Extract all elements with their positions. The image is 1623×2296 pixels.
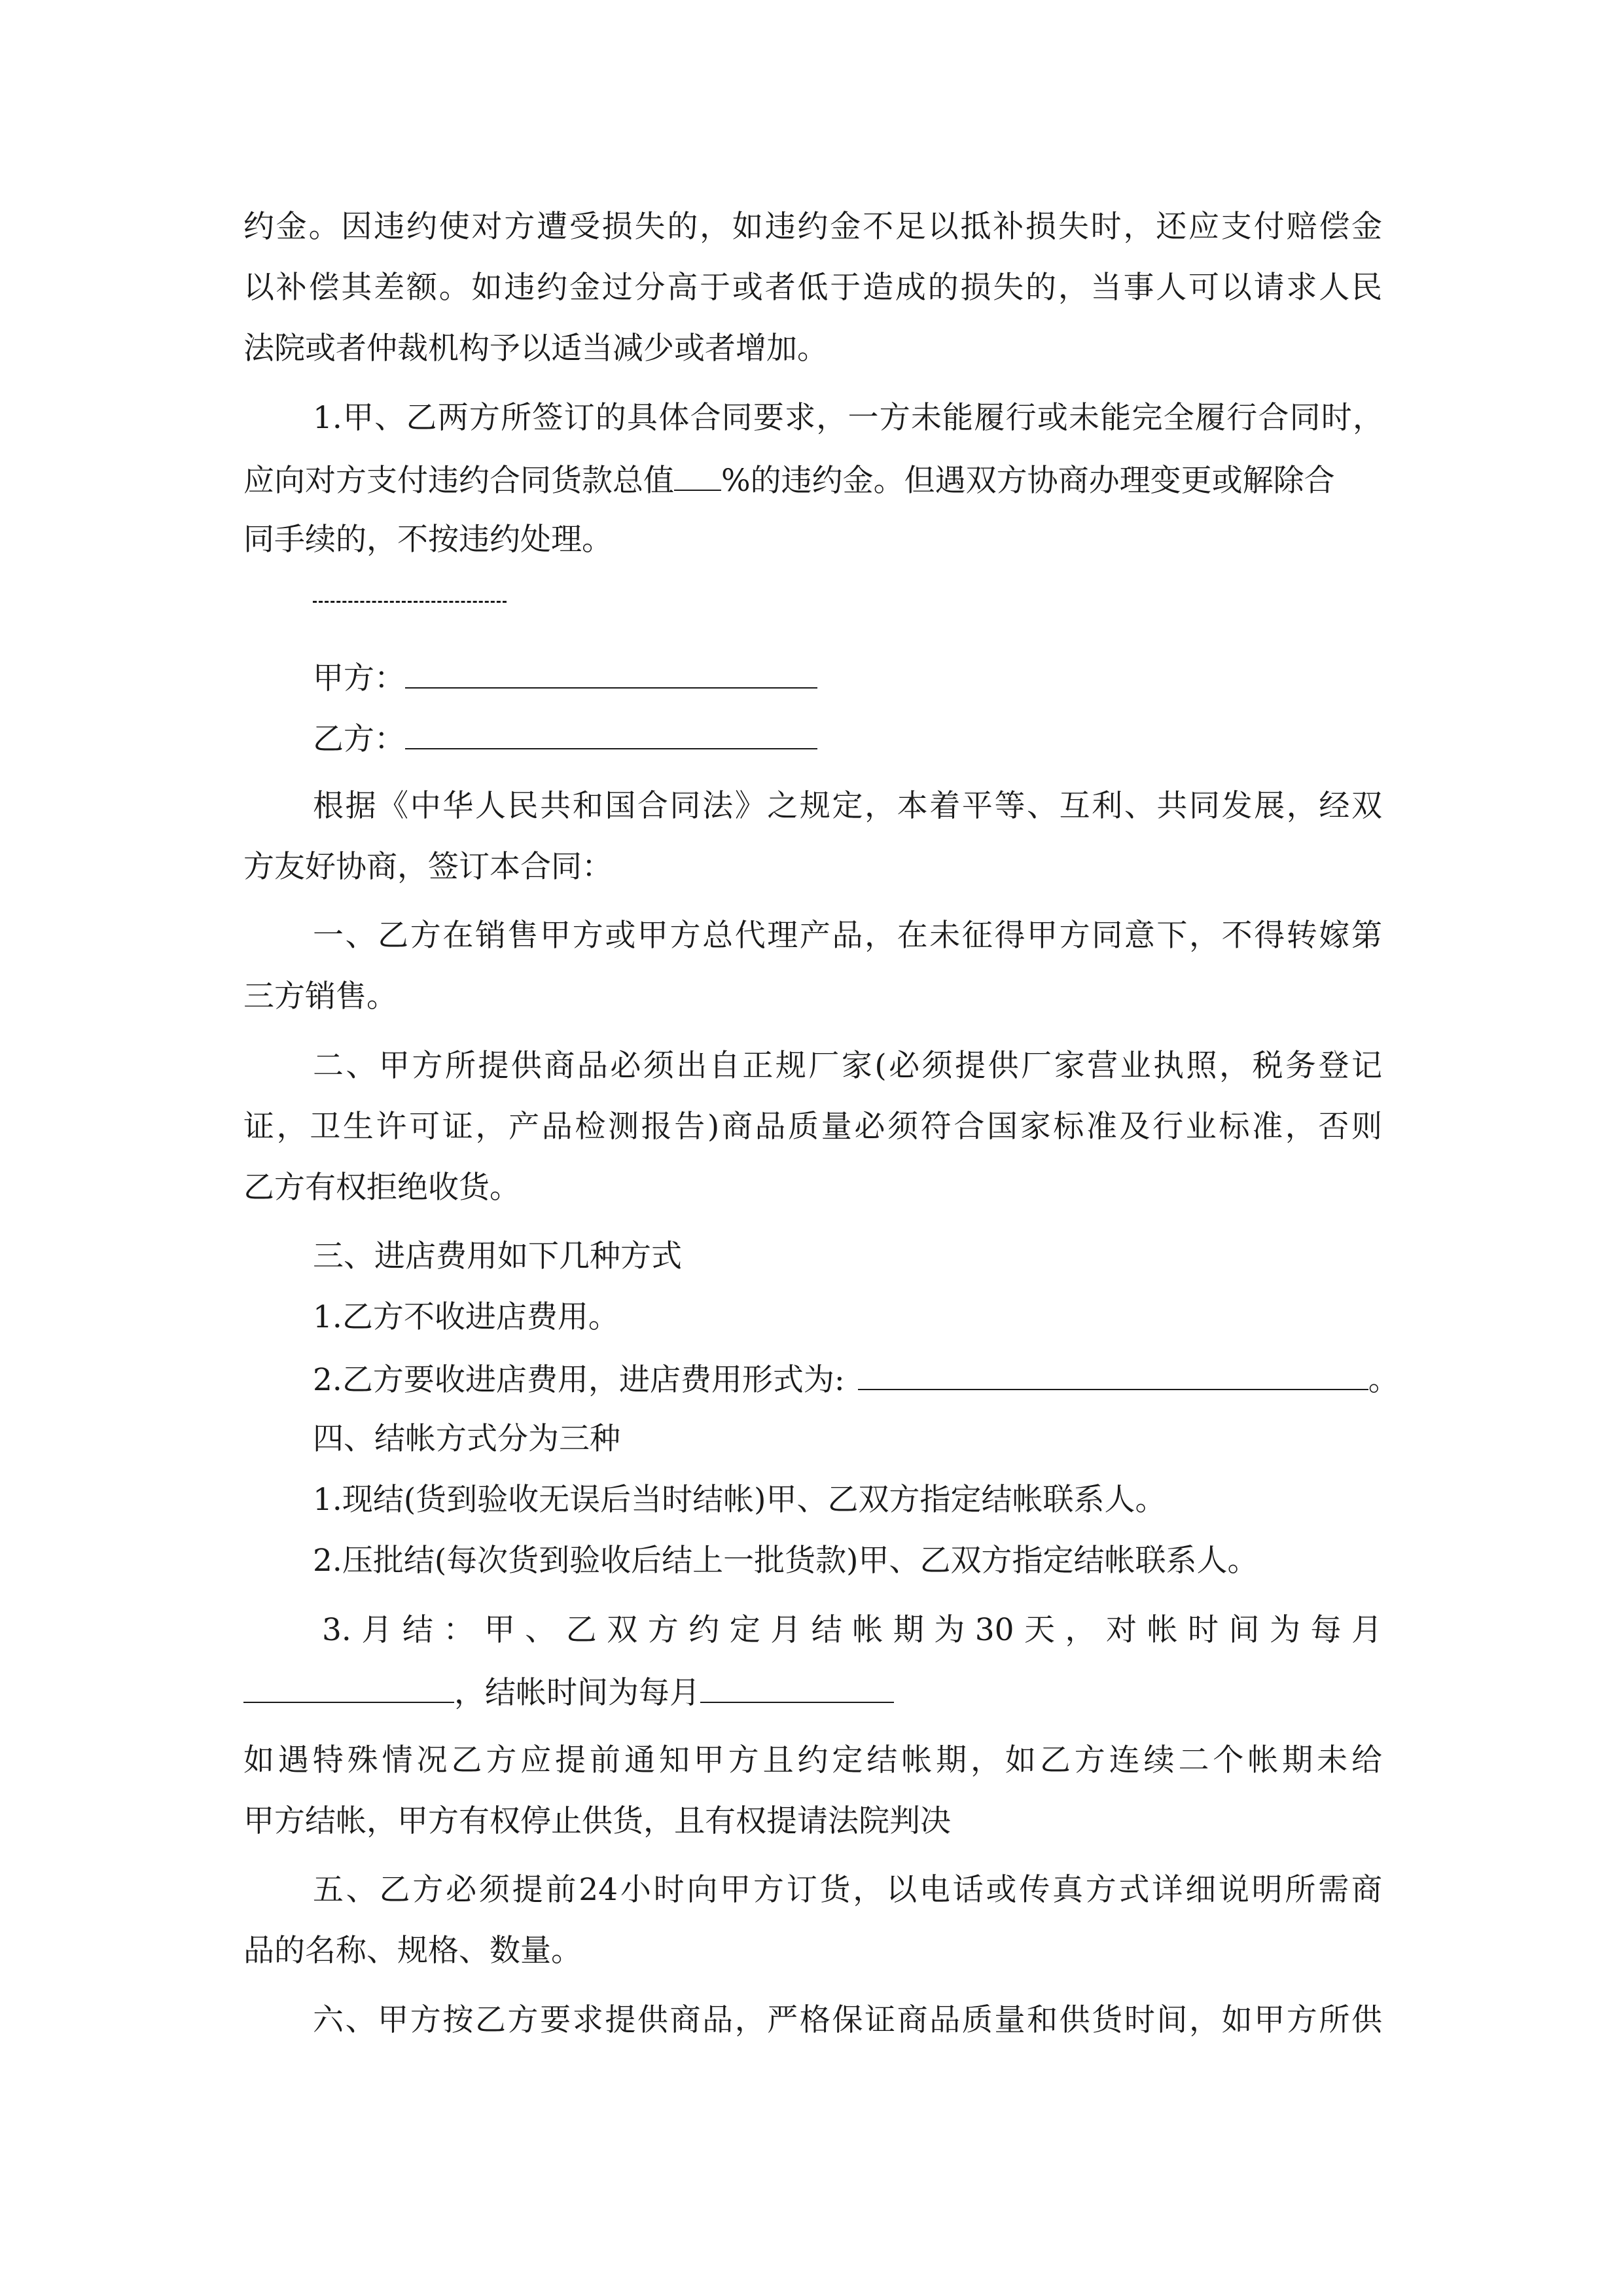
party-a-signature-field[interactable]	[405, 661, 817, 689]
text-line	[243, 463, 1335, 499]
text-line: 同手续的，不按违约处理。	[243, 522, 613, 558]
text-line: 根据《中华人民共和国合同法》之规定，本着平等、互利、共同发展，经双	[313, 788, 1382, 824]
text-line: 约金。因违约使对方遭受损失的，如违约金不足以抵补损失时，还应支付赔偿金	[243, 209, 1382, 245]
text-segment: 。	[1368, 1362, 1399, 1398]
text-line	[243, 1675, 894, 1711]
text-line: 一、乙方在销售甲方或甲方总代理产品，在未征得甲方同意下，不得转嫁第	[313, 918, 1382, 954]
text-line: 乙方有权拒绝收货。	[243, 1170, 520, 1206]
text-segment: %的违约金。但遇双方协商办理变更或解除合	[721, 463, 1335, 499]
text-line: 六、甲方按乙方要求提供商品，严格保证商品质量和供货时间，如甲方所供	[313, 2002, 1382, 2038]
text-line: 证，卫生许可证，产品检测报告)商品质量必须符合国家标准及行业标准，否则	[243, 1109, 1382, 1145]
text-line: 3.月结：甲、乙双方约定月结帐期为30天，对帐时间为每月	[322, 1612, 1382, 1648]
text-line: 三方销售。	[243, 978, 397, 1014]
text-line: 1.甲、乙两方所签订的具体合同要求，一方未能履行或未能完全履行合同时，	[313, 400, 1383, 436]
text-line: 1.现结(货到验收无误后当时结帐)甲、乙双方指定结帐联系人。	[313, 1482, 1166, 1518]
signature-line-party-a	[313, 661, 817, 694]
text-line: 四、结帐方式分为三种	[313, 1421, 620, 1457]
text-segment: 2.乙方要收进店费用，进店费用形式为:	[313, 1362, 845, 1398]
dashed-divider	[313, 601, 507, 603]
text-line: 1.乙方不收进店费用。	[313, 1299, 619, 1335]
settlement-date-field[interactable]	[700, 1676, 894, 1703]
text-line: 品的名称、规格、数量。	[243, 1933, 582, 1969]
text-line: 三、进店费用如下几种方式	[313, 1238, 682, 1274]
reconciliation-date-field[interactable]	[243, 1676, 454, 1703]
text-segment: ，结帐时间为每月	[454, 1675, 700, 1711]
party-b-label: 乙方：	[313, 721, 405, 757]
text-line: 二、甲方所提供商品必须出自正规厂家(必须提供厂家营业执照，税务登记	[313, 1048, 1382, 1084]
text-line: 如遇特殊情况乙方应提前通知甲方且约定结帐期，如乙方连续二个帐期未给	[243, 1742, 1382, 1778]
text-line: 法院或者仲裁机构予以适当减少或者增加。	[243, 331, 828, 367]
percent-blank-field[interactable]	[674, 463, 721, 491]
text-line: 五、乙方必须提前24小时向甲方订货，以电话或传真方式详细说明所需商	[313, 1872, 1382, 1908]
text-line: 以补偿其差额。如违约金过分高于或者低于造成的损失的，当事人可以请求人民	[243, 270, 1382, 306]
entry-fee-form-field[interactable]	[858, 1363, 1368, 1390]
text-segment: 应向对方支付违约合同货款总值	[243, 463, 674, 499]
text-line	[313, 1362, 1399, 1398]
signature-line-party-b	[313, 722, 817, 755]
text-line: 2.压批结(每次货到验收后结上一批货款)甲、乙双方指定结帐联系人。	[313, 1543, 1258, 1579]
text-line: 甲方结帐，甲方有权停止供货，且有权提请法院判决	[243, 1803, 951, 1839]
party-a-label: 甲方：	[313, 660, 405, 696]
party-b-signature-field[interactable]	[405, 722, 817, 749]
text-line: 方友好协商，签订本合同：	[243, 849, 613, 885]
